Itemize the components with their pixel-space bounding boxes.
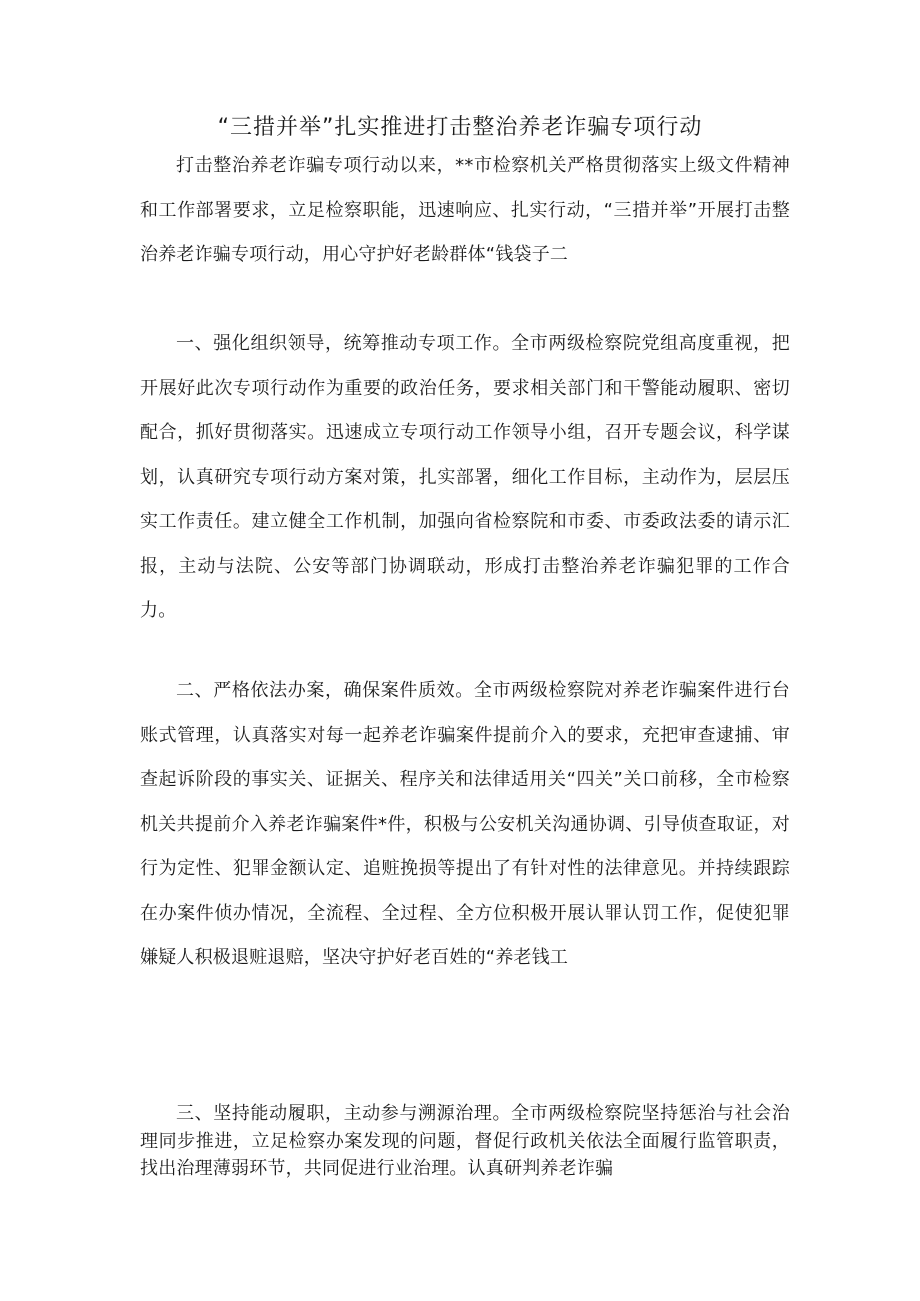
paragraph-section-2: 二、严格依法办案，确保案件质效。全市两级检察院对养老诈骗案件进行台账式管理，认真落实对每一起养老诈骗案件提前介入的要求，充把审查逮捕、审查起诉阶段的事实关、证据关、程序关和法律适用关“四关”关口前移，全市检察机关共提前介入养老诈骗案件*件，积极与公安机关沟通协调、引导侦查取证，对行为定性、犯罪金额认定、追赃挽损等提出了有针对性的法律意见。并持续跟踪在办案件侦办情况，全流程、全过程、全方位积极开展认罪认罚工作，促使犯罪嫌疑人积极退赃退赔，坚决守护好老百姓的“养老钱工 [140,680,790,968]
paragraph-section-1: 一、强化组织领导，统筹推动专项工作。全市两级检察院党组高度重视，把开展好此次专项行动作为重要的政治任务，要求相关部门和干警能动履职、密切配合，抓好贯彻落实。迅速成立专项行动工作领导小组，召开专题会议，科学谋划，认真研究专项行动方案对策，扎实部署，细化工作目标，主动作为，层层压实工作责任。建立健全工作机制，加强向省检察院和市委、市委政法委的请示汇报，主动与法院、公安等部门协调联动，形成打击整治养老诈骗犯罪的工作合力。 [140,333,790,621]
paragraph-intro: 打击整治养老诈骗专项行动以来，**市检察机关严格贯彻落实上级文件精神和工作部署要求，立足检察职能，迅速响应、扎实行动，“三措并举”开展打击整治养老诈骗专项行动，用心守护好老龄群体“钱袋子二 [140,155,790,265]
document-title: “三措并举”扎实推进打击整治养老诈骗专项行动 [217,115,703,140]
paragraph-section-3: 三、坚持能动履职，主动参与溯源治理。全市两级检察院坚持惩治与社会治理同步推进，立足检察办案发现的问题，督促行政机关依法全面履行监管职责，找出治理薄弱环节，共同促进行业治理。认真研判养老诈骗 [140,1103,790,1179]
